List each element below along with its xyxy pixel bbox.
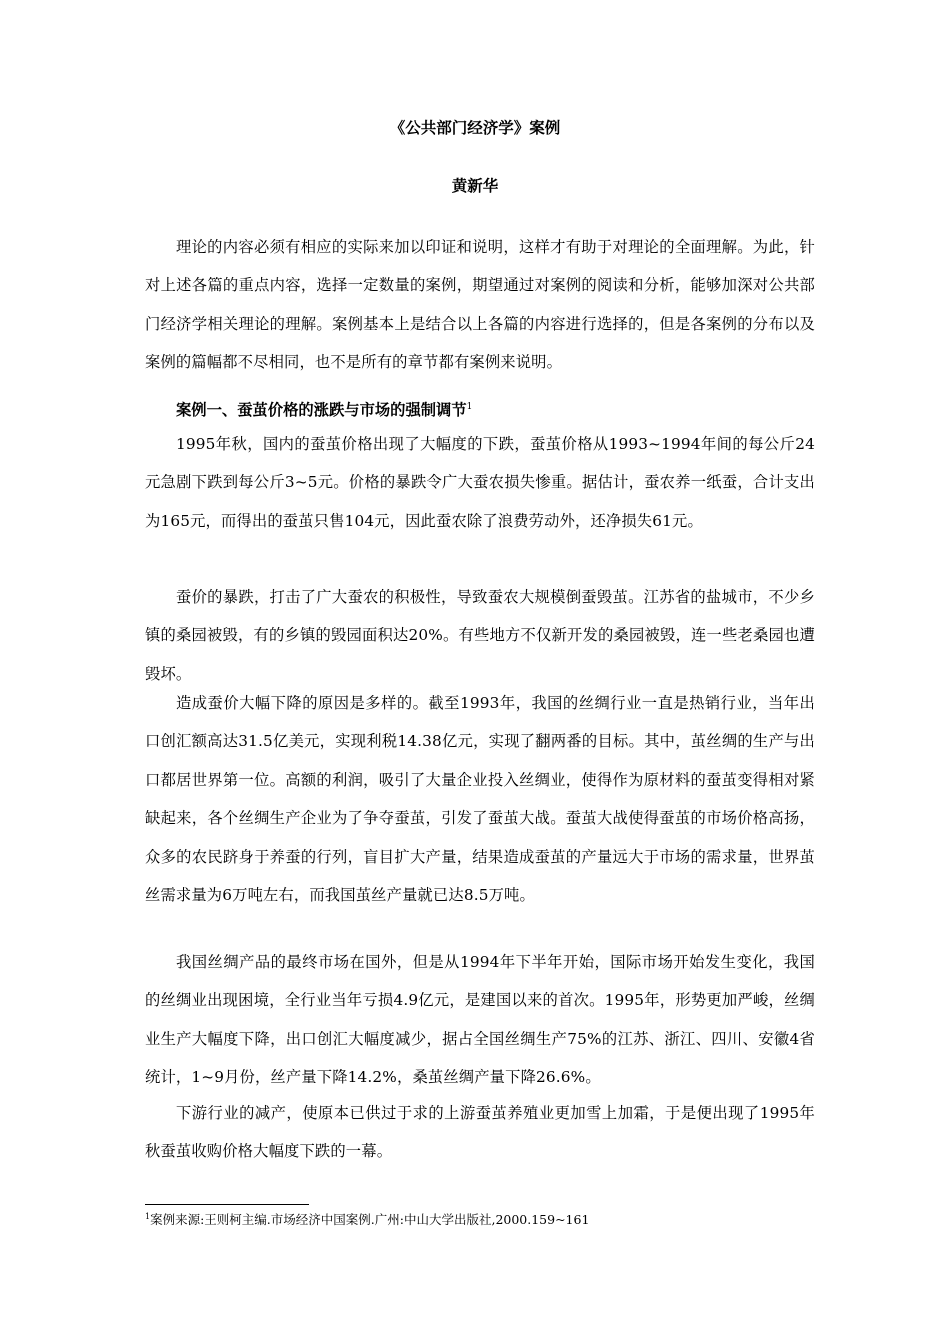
intro-paragraph: 理论的内容必须有相应的实际来加以印证和说明，这样才有助于对理论的全面理解。为此，针对上述各篇的重点内容，选择一定数量的案例，期望通过对案例的阅读和分析，能够加深对公共部门经济学相关理论的理解。案例基本上是结合以上各篇的内容进行选择的，但是各案例的分布以及案例的篇幅都不尽相同，也不是所有的章节都有案例来说明。	[145, 238, 815, 372]
footnote-text: 案例来源:王则柯主编.市场经济中国案例.广州:中山大学出版社,2000.159~161	[150, 1212, 590, 1227]
case-paragraph: 下游行业的减产，使原本已供过于求的上游蚕茧养殖业更加雪上加霜，于是便出现了1995年秋蚕茧收购价格大幅度下跌的一幕。	[145, 1104, 815, 1161]
case-paragraph: 蚕价的暴跌，打击了广大蚕农的积极性，导致蚕农大规模倒蚕毁茧。江苏省的盐城市，不少乡镇的桑园被毁，有的乡镇的毁园面积达20%。有些地方不仅新开发的桑园被毁，连一些老桑园也遭毁坏。	[145, 588, 815, 683]
document-author: 黄新华	[451, 176, 499, 195]
case-paragraph: 我国丝绸产品的最终市场在国外，但是从1994年下半年开始，国际市场开始发生变化，我国的丝绸业出现困境，全行业当年亏损4.9亿元，是建国以来的首次。1995年，形势更加严峻，丝绸业生产大幅度下降，出口创汇大幅度减少，据占全国丝绸生产75%的江苏、浙江、四川、安徽4省统计，1~9月份，丝产量下降14.2%，桑茧丝绸产量下降26.6%。	[145, 953, 815, 1087]
footnote-mark: 1	[145, 1211, 151, 1221]
document-title: 《公共部门经济学》案例	[389, 118, 561, 137]
case-paragraph: 造成蚕价大幅下降的原因是多样的。截至1993年，我国的丝绸行业一直是热销行业，当年出口创汇额高达31.5亿美元，实现利税14.38亿元，实现了翻两番的目标。其中，茧丝绸的生产与出口都居世界第一位。高额的利润，吸引了大量企业投入丝绸业，使得作为原材料的蚕茧变得相对紧缺起来，各个丝绸生产企业为了争夺蚕茧，引发了蚕茧大战。蚕茧大战使得蚕茧的市场价格高扬，众多的农民跻身于养蚕的行列，盲目扩大产量，结果造成蚕茧的产量远大于市场的需求量，世界茧丝需求量为6万吨左右，而我国茧丝产量就已达8.5万吨。	[145, 694, 815, 905]
footnote	[145, 1211, 815, 1229]
case-heading	[176, 398, 816, 422]
case-paragraph: 1995年秋，国内的蚕茧价格出现了大幅度的下跌，蚕茧价格从1993~1994年间的每公斤24元急剧下跌到每公斤3~5元。价格的暴跌令广大蚕农损失惨重。据估计，蚕农养一纸蚕，合计支出为165元，而得出的蚕茧只售104元，因此蚕农除了浪费劳动外，还净损失61元。	[145, 435, 815, 530]
footnote-reference: 1	[466, 401, 473, 412]
footnote-divider	[145, 1204, 309, 1205]
case-heading-text: 案例一、蚕茧价格的涨跌与市场的强制调节	[176, 401, 467, 419]
